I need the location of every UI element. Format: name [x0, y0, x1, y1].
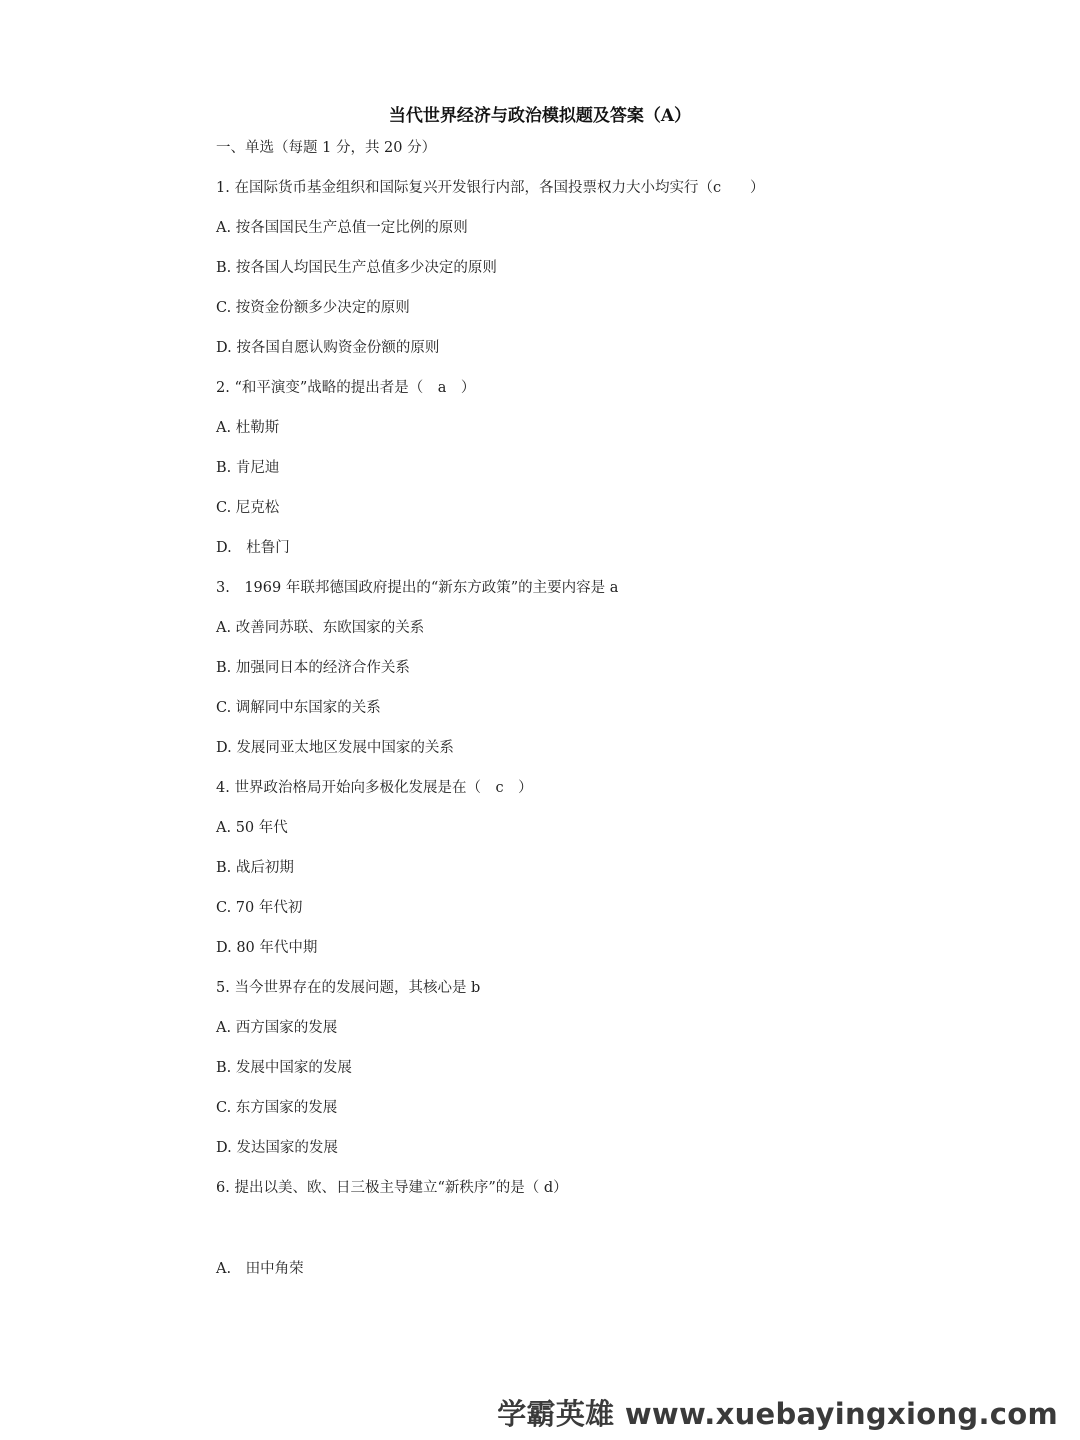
question-3-option-d: D. 发展同亚太地区发展中国家的关系	[216, 740, 454, 756]
question-1-option-b: B. 按各国人均国民生产总值多少决定的原则	[216, 260, 497, 276]
question-4-option-c: C. 70 年代初	[216, 900, 303, 916]
question-6-option-a: A. 田中角荣	[216, 1261, 304, 1277]
question-5-option-d: D. 发达国家的发展	[216, 1140, 338, 1156]
question-3-option-c: C. 调解同中东国家的关系	[216, 700, 381, 716]
page-title: 当代世界经济与政治模拟题及答案（A）	[388, 106, 692, 126]
question-4-option-b: B. 战后初期	[216, 860, 294, 876]
question-3-option-b: B. 加强同日本的经济合作关系	[216, 660, 410, 676]
question-3-stem: 3. 1969 年联邦德国政府提出的“新东方政策”的主要内容是 a	[216, 580, 619, 596]
question-2-option-a: A. 杜勒斯	[216, 420, 280, 436]
question-3-option-a: A. 改善同苏联、东欧国家的关系	[216, 620, 425, 636]
site-watermark: 学霸英雄 www.xuebayingxiong.com	[497, 1397, 1058, 1431]
question-6-stem: 6. 提出以美、欧、日三极主导建立“新秩序”的是（ d）	[216, 1180, 568, 1196]
question-5-option-b: B. 发展中国家的发展	[216, 1060, 352, 1076]
question-2-option-b: B. 肯尼迪	[216, 460, 280, 476]
question-1-option-a: A. 按各国国民生产总值一定比例的原则	[216, 220, 468, 236]
question-1-option-d: D. 按各国自愿认购资金份额的原则	[216, 340, 440, 356]
question-2-stem: 2. “和平演变”战略的提出者是（ a ）	[216, 380, 476, 396]
question-4-option-d: D. 80 年代中期	[216, 940, 318, 956]
question-5-stem: 5. 当今世界存在的发展问题，其核心是 b	[216, 980, 481, 996]
question-2-option-c: C. 尼克松	[216, 500, 280, 516]
question-5-option-c: C. 东方国家的发展	[216, 1100, 338, 1116]
section-heading: 一、单选（每题 1 分，共 20 分）	[216, 140, 437, 156]
question-4-option-a: A. 50 年代	[216, 820, 288, 836]
question-2-option-d: D. 杜鲁门	[216, 540, 290, 556]
question-1-option-c: C. 按资金份额多少决定的原则	[216, 300, 410, 316]
question-4-stem: 4. 世界政治格局开始向多极化发展是在（ c ）	[216, 780, 533, 796]
question-1-stem: 1. 在国际货币基金组织和国际复兴开发银行内部，各国投票权力大小均实行（c ）	[216, 180, 765, 196]
question-5-option-a: A. 西方国家的发展	[216, 1020, 338, 1036]
